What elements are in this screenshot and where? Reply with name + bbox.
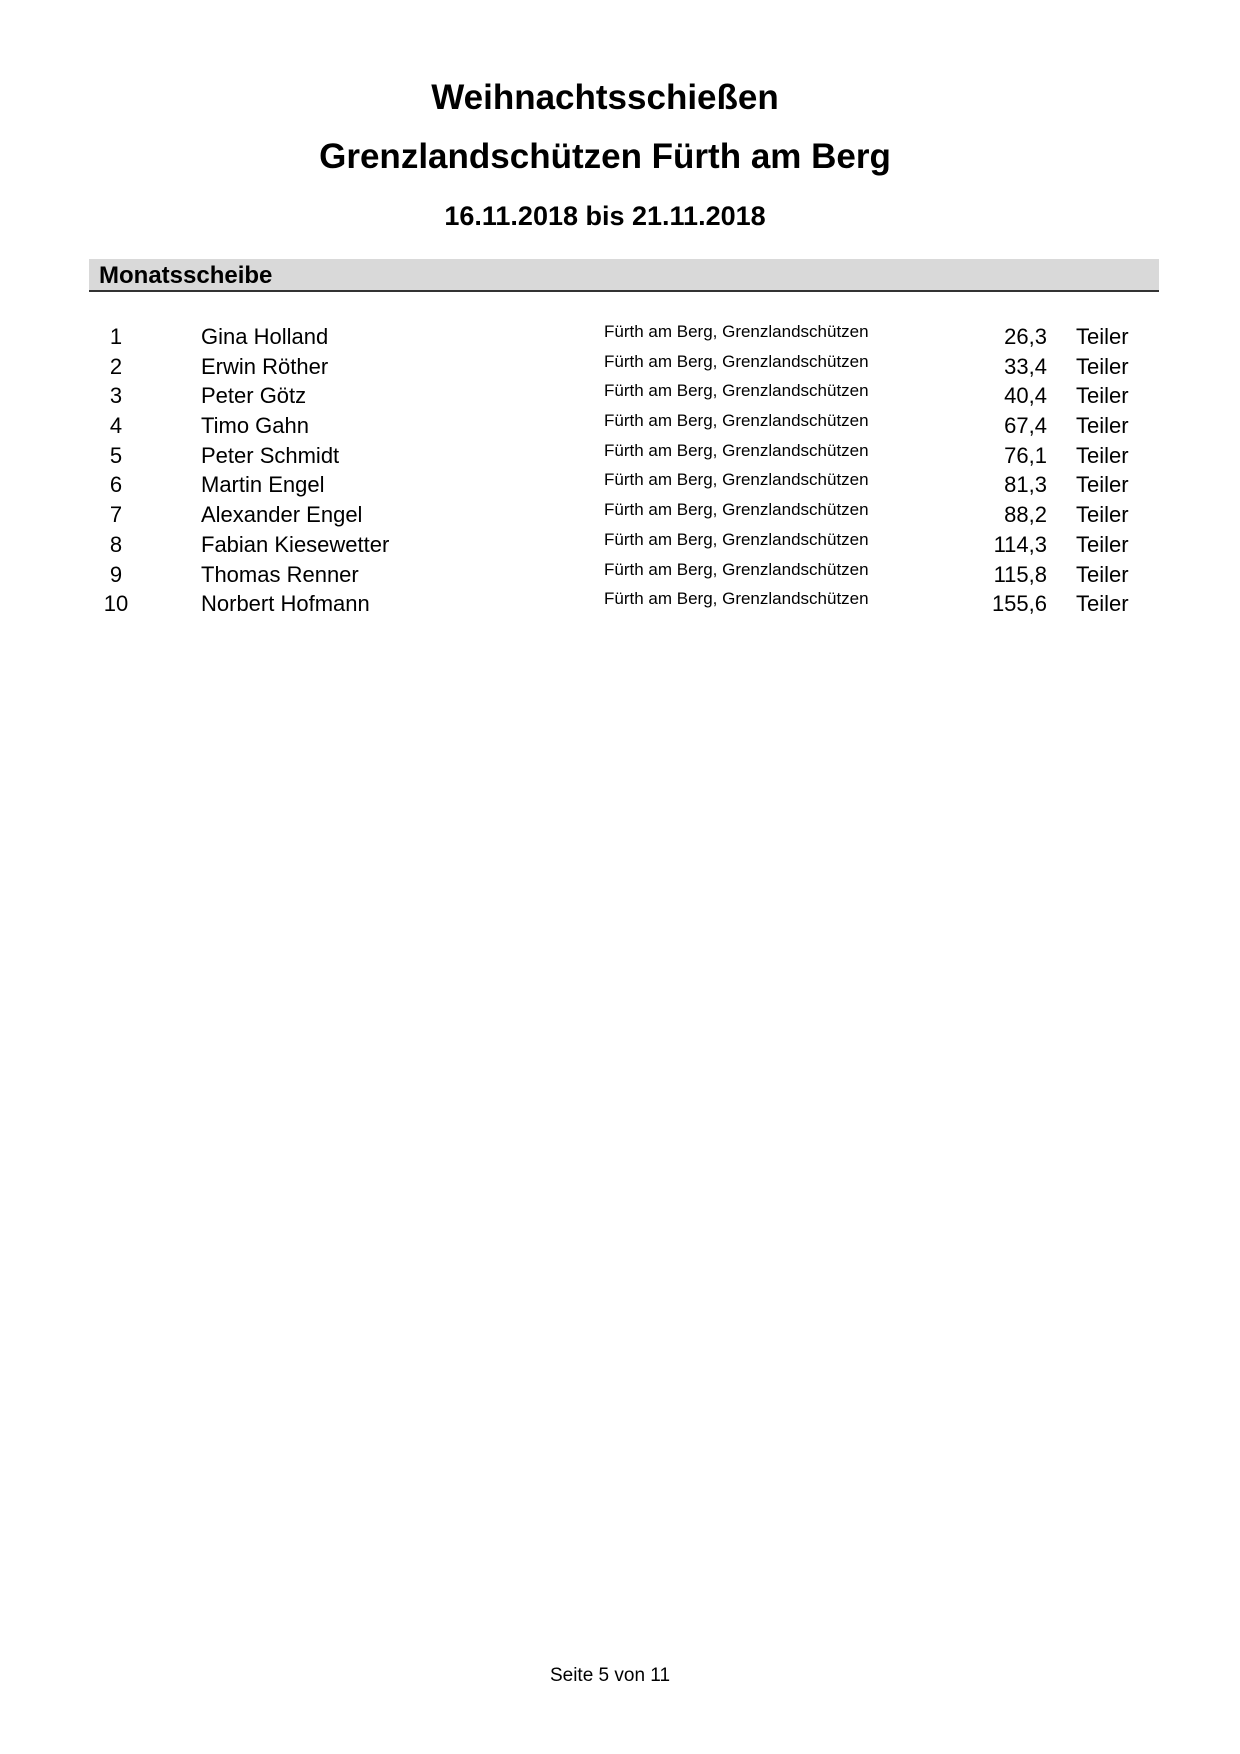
result-row — [89, 322, 1159, 352]
result-rank: 6 — [109, 472, 123, 498]
result-row — [89, 560, 1159, 590]
document-title: Weihnachtsschießen — [431, 78, 779, 117]
result-rank: 9 — [109, 561, 123, 587]
result-club: Fürth am Berg, Grenzlandschützen — [604, 559, 869, 579]
result-score: 33,4 — [1004, 353, 1047, 379]
result-rank: 4 — [109, 413, 123, 439]
result-name: Fabian Kiesewetter — [201, 531, 390, 557]
result-row — [89, 441, 1159, 471]
result-unit: Teiler — [1076, 383, 1129, 409]
result-club: Fürth am Berg, Grenzlandschützen — [604, 470, 869, 490]
result-name: Timo Gahn — [201, 413, 310, 439]
results-list — [89, 322, 1159, 619]
result-score: 115,8 — [993, 561, 1047, 587]
result-name: Gina Holland — [201, 324, 329, 349]
result-row — [89, 352, 1159, 382]
page-number: Seite 5 von 11 — [549, 1665, 671, 1686]
result-club: Fürth am Berg, Grenzlandschützen — [604, 500, 869, 520]
club-title: Grenzlandschützen Fürth am Berg — [319, 137, 891, 176]
result-club: Fürth am Berg, Grenzlandschützen — [604, 589, 869, 609]
result-rank: 2 — [109, 353, 123, 379]
result-score: 67,4 — [1004, 413, 1047, 439]
result-club: Fürth am Berg, Grenzlandschützen — [604, 529, 869, 549]
result-rank: 3 — [109, 383, 123, 409]
result-score: 40,4 — [1004, 383, 1047, 409]
result-name: Peter Schmidt — [201, 442, 340, 468]
result-name: Peter Götz — [201, 383, 307, 409]
result-club: Fürth am Berg, Grenzlandschützen — [604, 351, 869, 371]
result-name: Erwin Röther — [201, 353, 329, 379]
result-club: Fürth am Berg, Grenzlandschützen — [604, 322, 869, 341]
result-score: 81,3 — [1004, 472, 1047, 498]
result-rank: 7 — [109, 502, 123, 528]
result-club: Fürth am Berg, Grenzlandschützen — [604, 440, 869, 460]
result-row — [89, 381, 1159, 411]
result-name: Martin Engel — [201, 472, 325, 498]
result-unit: Teiler — [1076, 413, 1129, 439]
result-unit: Teiler — [1076, 502, 1129, 528]
result-unit: Teiler — [1076, 442, 1129, 468]
result-score: 88,2 — [1004, 502, 1047, 528]
result-unit: Teiler — [1076, 353, 1129, 379]
result-score: 155,6 — [991, 591, 1047, 617]
date-range: 16.11.2018 bis 21.11.2018 — [444, 201, 766, 231]
result-row — [89, 411, 1159, 441]
result-unit: Teiler — [1076, 561, 1129, 587]
section-header — [89, 259, 1159, 292]
section-title: Monatsscheibe — [99, 262, 273, 289]
result-unit: Teiler — [1076, 472, 1129, 498]
result-row — [89, 470, 1159, 500]
result-score: 114,3 — [993, 531, 1047, 557]
result-row — [89, 500, 1159, 530]
result-rank: 1 — [109, 324, 123, 349]
result-row — [89, 589, 1159, 619]
result-unit: Teiler — [1076, 324, 1129, 349]
result-score: 26,3 — [1004, 324, 1047, 349]
result-name: Alexander Engel — [201, 502, 363, 528]
result-rank: 10 — [103, 591, 129, 617]
result-name: Thomas Renner — [201, 561, 359, 587]
result-club: Fürth am Berg, Grenzlandschützen — [604, 411, 869, 431]
result-name: Norbert Hofmann — [201, 591, 370, 617]
result-row — [89, 530, 1159, 560]
result-rank: 8 — [109, 531, 123, 557]
result-rank: 5 — [109, 442, 123, 468]
result-unit: Teiler — [1076, 531, 1129, 557]
result-club: Fürth am Berg, Grenzlandschützen — [604, 381, 869, 401]
result-unit: Teiler — [1076, 591, 1129, 617]
result-score: 76,1 — [1004, 442, 1047, 468]
